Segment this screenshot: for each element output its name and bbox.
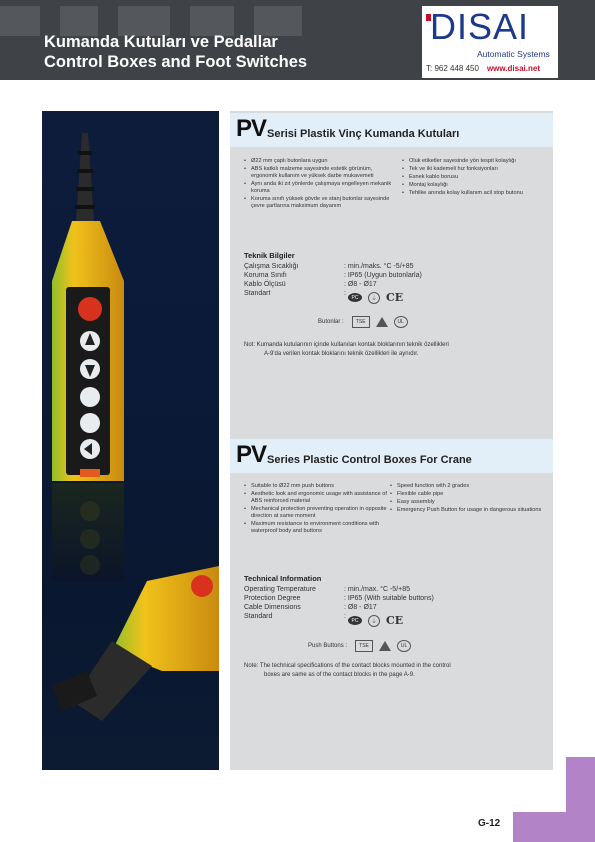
buttons-label: Butonlar : [318, 319, 344, 325]
list-item: • Flexible cable pipe [390, 491, 545, 498]
section-title-bar-en [230, 439, 553, 473]
spec-label: Protection Degree [244, 595, 301, 602]
tse-cert-icon: TSE [352, 316, 370, 328]
spec-heading-tr: Teknik Bilgiler [244, 251, 295, 260]
title-english: Control Boxes and Foot Switches [44, 53, 308, 71]
list-item: • Koruma sınıfı yüksek gövde ve stanj butonlar sayesinde çevre şartlarına maksimum dayanım [244, 196, 394, 210]
list-item: • Emergency Push Button for usage in dangerous situations [390, 507, 545, 514]
ce-mark-icon: CE [386, 291, 404, 304]
header-decoration [0, 6, 40, 36]
product-photo [42, 111, 219, 770]
logo-subtitle: Automatic Systems [477, 49, 550, 59]
logo-contact [426, 64, 540, 73]
series-code-en: PV [236, 441, 267, 468]
note-line: A-9'da verilen kontak bloklarını teknik özellikleri ile aynıdır. [264, 351, 419, 357]
spec-label: Koruma Sınıfı [244, 272, 287, 279]
feature-list-en-right [390, 483, 545, 515]
list-item: • Tehlike anında kolay kullanım acil stop butonu [402, 190, 547, 197]
spec-value: : Ø8 - Ø17 [344, 604, 377, 611]
section-title-bar-tr [230, 113, 553, 147]
series-code-tr: PV [236, 115, 267, 142]
list-item: • Maximum resistance to environment conditions with waterproof body and buttons [244, 521, 394, 535]
list-item: • ABS katkılı malzeme sayesinde estetik görünüm, ergonomik kullanım ve yüksek darbe mukavemeti [244, 166, 394, 180]
spec-label: Cable Dimensions [244, 604, 301, 611]
spec-value: : [344, 290, 346, 297]
pct-cert-icon: PC [348, 616, 362, 625]
note-line: boxes are same as of the contact blocks in the page A-9. [264, 672, 415, 678]
spec-label: Standard [244, 613, 273, 620]
feature-list-en-left [244, 483, 394, 536]
push-buttons-label: Push Buttons : [308, 643, 348, 649]
corner-accent-bar [513, 812, 566, 842]
ground-symbol-icon: ⏚ [368, 615, 380, 627]
list-item: • Easy assembly [390, 499, 545, 506]
corner-accent-bar [566, 757, 595, 842]
spec-label: Çalışma Sıcaklığı [244, 263, 299, 270]
list-item: • Oluk etiketler sayesinde yön tespit kolaylığı [402, 158, 547, 165]
triangle-cert-icon [376, 317, 388, 327]
emergency-button-illustration [78, 297, 102, 321]
list-item: • Aynı anda iki zıt yönlerde çalışmaya engelleyen mekanik koruma [244, 181, 394, 195]
page-number: G-12 [478, 818, 501, 829]
button-certs-tr [318, 316, 408, 328]
feature-list-tr-left [244, 158, 394, 211]
list-item: • Ø22 mm çaplı butonlara uygun [244, 158, 394, 165]
ground-symbol-icon: ⏚ [368, 292, 380, 304]
note-line: Note: The technical specifications of the contact blocks mounted in the control [244, 663, 451, 669]
spec-value: : Ø8 - Ø17 [344, 281, 377, 288]
section-title-tr: Serisi Plastik Vinç Kumanda Kutuları [267, 128, 460, 140]
list-item: • Suitable to Ø22 mm push buttons [244, 483, 394, 490]
standard-certs-tr [348, 291, 403, 304]
spec-value: : min./max. °C -5/+85 [344, 586, 411, 593]
title-turkish: Kumanda Kutuları ve Pedallar [44, 33, 278, 51]
list-item: • Aesthetic look and ergonomic usage with assistance of ABS reinforced material [244, 491, 394, 505]
ul-cert-icon: UL [397, 640, 411, 652]
note-en [244, 662, 544, 680]
page-header [0, 0, 595, 80]
logo-name: DISAI [430, 6, 530, 47]
triangle-cert-icon [379, 641, 391, 651]
list-item: • Tek ve iki kademeli hız fonksiyonları [402, 166, 547, 173]
list-item: • Esnek kablo borusu [402, 174, 547, 181]
note-line: Not: Kumanda kutularının içinde kullanılan kontak bloklarının teknik özellikleri [244, 342, 449, 348]
spec-label: Operating Temperature [244, 586, 316, 593]
list-item: • Montaj kolaylığı [402, 182, 547, 189]
spec-value: : IP65 (With suitable buttons) [344, 595, 434, 602]
standard-certs-en [348, 614, 403, 627]
pct-cert-icon: PC [348, 293, 362, 302]
spec-value: : IP65 (Uygun butonlarla) [344, 272, 422, 279]
spec-value: : min./maks. °C -5/+85 [344, 263, 414, 270]
section-title-en: Series Plastic Control Boxes For Crane [267, 454, 472, 466]
phone-number: T: 962 448 450 [426, 64, 479, 73]
button-certs-en [308, 640, 411, 652]
product-info-panel [230, 111, 553, 770]
spec-label: Kablo Ölçüsü [244, 281, 286, 288]
feature-list-tr-right [402, 158, 547, 198]
list-item: • Speed function with 2 grades [390, 483, 545, 490]
website-link[interactable]: www.disai.net [486, 64, 540, 73]
ce-mark-icon: CE [386, 614, 404, 627]
page-title [44, 32, 307, 72]
note-tr [244, 341, 544, 359]
tse-cert-icon: TSE [355, 640, 373, 652]
spec-value: : [344, 613, 346, 620]
company-logo [422, 6, 558, 78]
spec-label: Standart [244, 290, 271, 297]
spec-heading-en: Technical Information [244, 574, 322, 583]
crane-pendant-illustration [42, 111, 219, 770]
list-item: • Mechanical protection preventing operation in opposite direction at same moment [244, 506, 394, 520]
ul-cert-icon: UL [394, 316, 408, 328]
